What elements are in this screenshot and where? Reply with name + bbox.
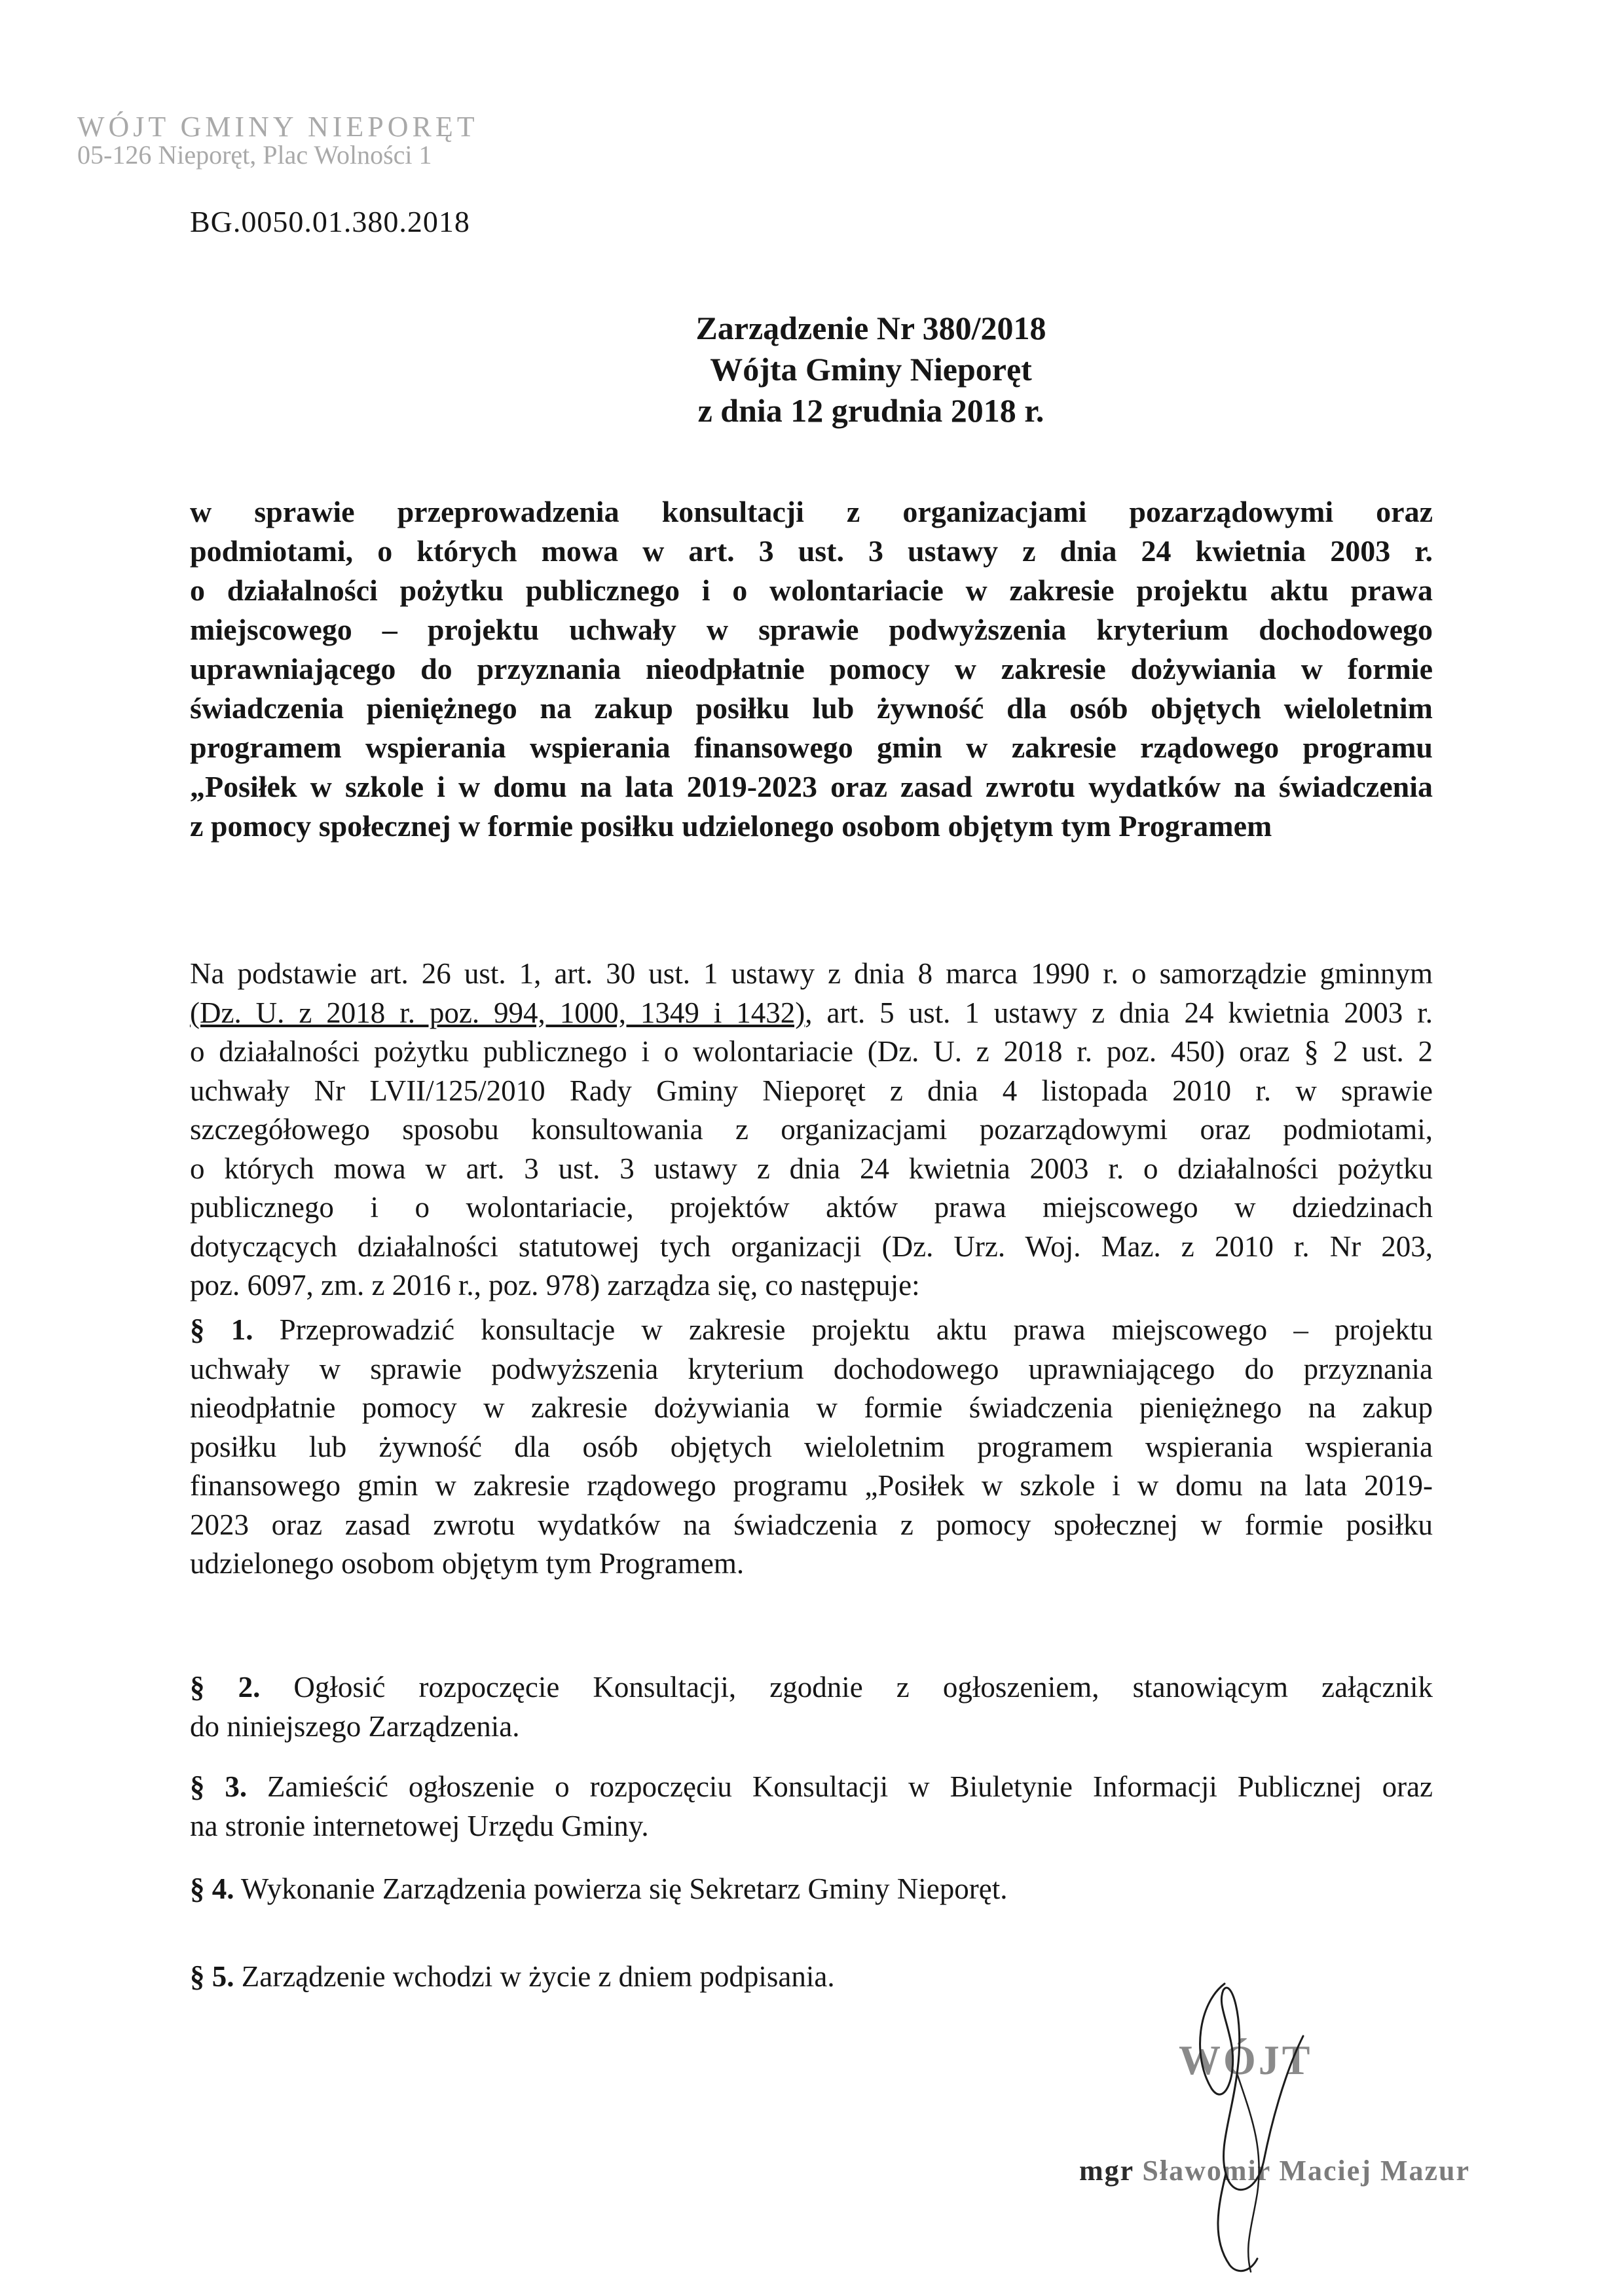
basis-line: Na podstawie art. 26 ust. 1, art. 30 ust. 1 ustawy z dnia 8 marca 1990 r. o samorządzie gminnym <box>190 957 1433 990</box>
basis-line: publicznego i o wolontariacie, projektów aktów prawa miejscowego w dziedzinach <box>190 1191 1433 1224</box>
subject-line: programem wspierania wspierania finansowego gmin w zakresie rządowego programu <box>190 731 1433 764</box>
basis-line: dotyczących działalności statutowej tych organizacji (Dz. Urz. Woj. Maz. z 2010 r. Nr 203, <box>190 1230 1433 1263</box>
paragraph-line: finansowego gmin w zakresie rządowego programu „Posiłek w szkole i w domu na lata 2019- <box>190 1469 1433 1502</box>
subject-line: miejscowego – projektu uchwały w sprawie podwyższenia kryterium dochodowego <box>190 613 1433 646</box>
paragraph-text: Ogłosić rozpoczęcie Konsultacji, zgodnie z ogłoszeniem, stanowiącym załącznik <box>260 1671 1433 1704</box>
paragraph-line: na stronie internetowej Urzędu Gminy. <box>190 1809 649 1842</box>
paragraph-text: Przeprowadzić konsultacje w zakresie projektu aktu prawa miejscowego – projektu <box>253 1313 1433 1346</box>
subject-line: o działalności pożytku publicznego i o wolontariacie w zakresie projektu aktu prawa <box>190 574 1433 607</box>
subject-line: świadczenia pieniężnego na zakup posiłku lub żywność dla osób objętych wieloletnim <box>190 691 1433 725</box>
paragraph-line: posiłku lub żywność dla osób objętych wieloletnim programem wspierania wspierania <box>190 1430 1433 1463</box>
paragraph-2 <box>190 1668 1433 1746</box>
title-line-3: z dnia 12 grudnia 2018 r. <box>697 392 1044 429</box>
reference-number: BG.0050.01.380.2018 <box>190 205 470 238</box>
document-title <box>0 308 1624 431</box>
subject-line: z pomocy społecznej w formie posiłku udzielonego osobom objętym tym Programem <box>190 809 1272 843</box>
basis-line: poz. 6097, zm. z 2016 r., poz. 978) zarządza się, co następuje: <box>190 1269 920 1302</box>
paragraph-mark: § 4. <box>190 1872 234 1905</box>
basis-line-rest: , art. 5 ust. 1 ustawy z dnia 24 kwietnia 2003 r. <box>805 996 1433 1029</box>
paragraph-text: Wykonanie Zarządzenia powierza się Sekretarz Gminy Nieporęt. <box>234 1872 1008 1905</box>
paragraph-line: do niniejszego Zarządzenia. <box>190 1709 520 1743</box>
subject-line: podmiotami, o których mowa w art. 3 ust. 3 ustawy z dnia 24 kwietnia 2003 r. <box>190 534 1433 568</box>
title-line-1: Zarządzenie Nr 380/2018 <box>695 310 1046 346</box>
paragraph-line: uchwały w sprawie podwyższenia kryterium dochodowego uprawniającego do przyznania <box>190 1352 1433 1385</box>
handwritten-signature <box>1153 1977 1323 2278</box>
paragraph-line: udzielonego osobom objętym tym Programem. <box>190 1547 745 1580</box>
paragraph-mark: § 2. <box>190 1671 261 1704</box>
basis-line: o których mowa w art. 3 ust. 3 ustawy z dnia 24 kwietnia 2003 r. o działalności pożytku <box>190 1152 1433 1185</box>
stamp-line-1: WÓJT GMINY NIEPORĘT <box>77 111 479 143</box>
signature-stamp-title: WÓJT <box>1179 2037 1313 2083</box>
paragraph-text: Zamieścić ogłoszenie o rozpoczęciu Konsultacji w Biuletynie Informacji Publicznej oraz <box>247 1770 1433 1803</box>
paragraph-mark: § 1. <box>190 1313 253 1346</box>
paragraph-line <box>190 1311 1433 1350</box>
office-stamp <box>77 110 479 170</box>
basis-line: o działalności pożytku publicznego i o wolontariacie (Dz. U. z 2018 r. poz. 450) oraz § 2 ust. 2 <box>190 1035 1433 1068</box>
paragraph-4 <box>190 1870 1433 1909</box>
journal-citation: (Dz. U. z 2018 r. poz. 994, 1000, 1349 i 1432) <box>190 996 805 1029</box>
subject-block <box>190 492 1433 846</box>
paragraph-mark: § 3. <box>190 1770 248 1803</box>
signatory-full-name: Sławomir Maciej Mazur <box>1142 2155 1470 2187</box>
basis-line: szczegółowego sposobu konsultowania z organizacjami pozarządowymi oraz podmiotami, <box>190 1113 1433 1146</box>
legal-basis <box>190 955 1433 1305</box>
paragraph-1 <box>190 1311 1433 1584</box>
paragraph-line <box>190 1768 1433 1807</box>
paragraph-line <box>190 1668 1433 1707</box>
basis-line <box>190 994 1433 1033</box>
subject-line: w sprawie przeprowadzenia konsultacji z organizacjami pozarządowymi oraz <box>190 495 1433 528</box>
subject-line: „Posiłek w szkole i w domu na lata 2019-2023 oraz zasad zwrotu wydatków na świadczenia <box>190 770 1433 803</box>
paragraph-mark: § 5. <box>190 1960 234 1993</box>
paragraph-line <box>190 1870 1433 1909</box>
paragraph-line: 2023 oraz zasad zwrotu wydatków na świadczenia z pomocy społecznej w formie posiłku <box>190 1508 1433 1541</box>
paragraph-3 <box>190 1768 1433 1846</box>
stamp-line-2: 05-126 Nieporęt, Plac Wolności 1 <box>77 140 432 170</box>
subject-line: uprawniającego do przyznania nieodpłatnie pomocy w zakresie dożywiania w formie <box>190 652 1433 685</box>
title-line-2: Wójta Gminy Nieporęt <box>710 351 1032 388</box>
basis-line: uchwały Nr LVII/125/2010 Rady Gminy Nieporęt z dnia 4 listopada 2010 r. w sprawie <box>190 1074 1433 1107</box>
paragraph-text: Zarządzenie wchodzi w życie z dniem podpisania. <box>234 1960 835 1993</box>
signatory-prefix: mgr <box>1079 2155 1134 2187</box>
paragraph-line: nieodpłatnie pomocy w zakresie dożywiania w formie świadczenia pieniężnego na zakup <box>190 1391 1433 1424</box>
